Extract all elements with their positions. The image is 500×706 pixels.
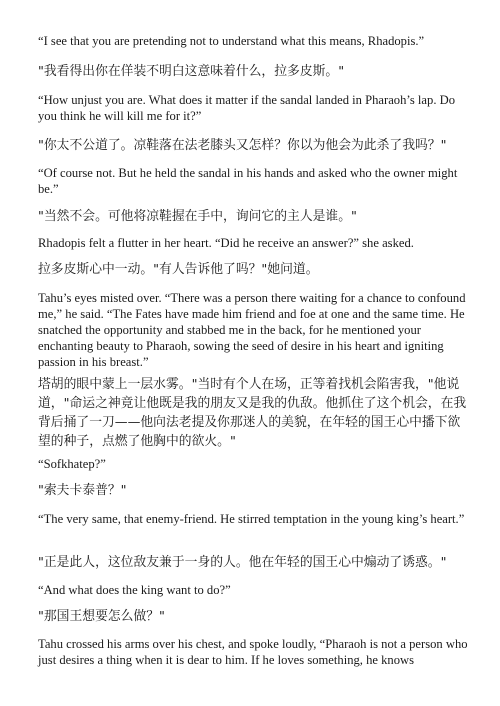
paragraph-en-7: “The very same, that enemy-friend. He stirred temptation in the young king’s heart.” (38, 512, 465, 526)
paragraph-en-2: “How unjust you are. What does it matter if the sandal landed in Pharaoh’s lap. Do you think he will kill me for it?” (38, 93, 456, 123)
paragraph-en-1: “I see that you are pretending not to understand what this means, Rhadopis.” (38, 34, 425, 48)
paragraph-en-6: “Sofkhatep?” (38, 457, 106, 471)
paragraph-en-5: Tahu’s eyes misted over. “There was a person there waiting for a chance to confound me,” he said. “The Fates have made him friend and foe at one and the same time. He snatched the opportunity and stabbed me in the back, for he mentioned your enchanting beauty to Pharaoh, sowing the seed of desire in his heart and igniting passion in his breast.” (38, 291, 466, 369)
paragraph-zh-5: 塔胡的眼中蒙上一层水雾。"当时有个人在场，正等着找机会陷害我，"他说道，"命运之神竟让他既是我的朋友又是我的仇敌。他抓住了这个机会，在我背后捅了一刀——他向法老提及你那迷人的美貌，在年轻的国王心中播下欲望的种子，点燃了他胸中的欲火。" (38, 377, 467, 449)
paragraph-zh-1: "我看得出你在佯装不明白这意味着什么，拉多皮斯。" (38, 64, 345, 79)
paragraph-zh-8: "那国王想要怎么做？" (38, 609, 165, 624)
paragraph-zh-2: "你太不公道了。凉鞋落在法老膝头又怎样？你以为他会为此杀了我吗？" (38, 138, 447, 153)
paragraph-en-3: “Of course not. But he held the sandal in his hands and asked who the owner might be.” (38, 166, 458, 196)
paragraph-en-8: “And what does the king want to do?” (38, 583, 231, 597)
paragraph-zh-7: "正是此人，这位敌友兼于一身的人。他在年轻的国王心中煽动了诱惑。" (38, 555, 447, 570)
paragraph-en-4: Rhadopis felt a flutter in her heart. “Did he receive an answer?” she asked. (38, 236, 414, 250)
paragraph-zh-6: "索夫卡泰普？" (38, 483, 127, 498)
paragraph-zh-4: 拉多皮斯心中一动。"有人告诉他了吗？"她问道。 (38, 262, 319, 277)
paragraph-zh-3: "当然不会。可他将凉鞋握在手中，询问它的主人是谁。" (38, 209, 357, 224)
paragraph-en-9: Tahu crossed his arms over his chest, and spoke loudly, “Pharaoh is not a person who just desires a thing when it is dear to him. If he loves something, he knows (38, 637, 468, 667)
